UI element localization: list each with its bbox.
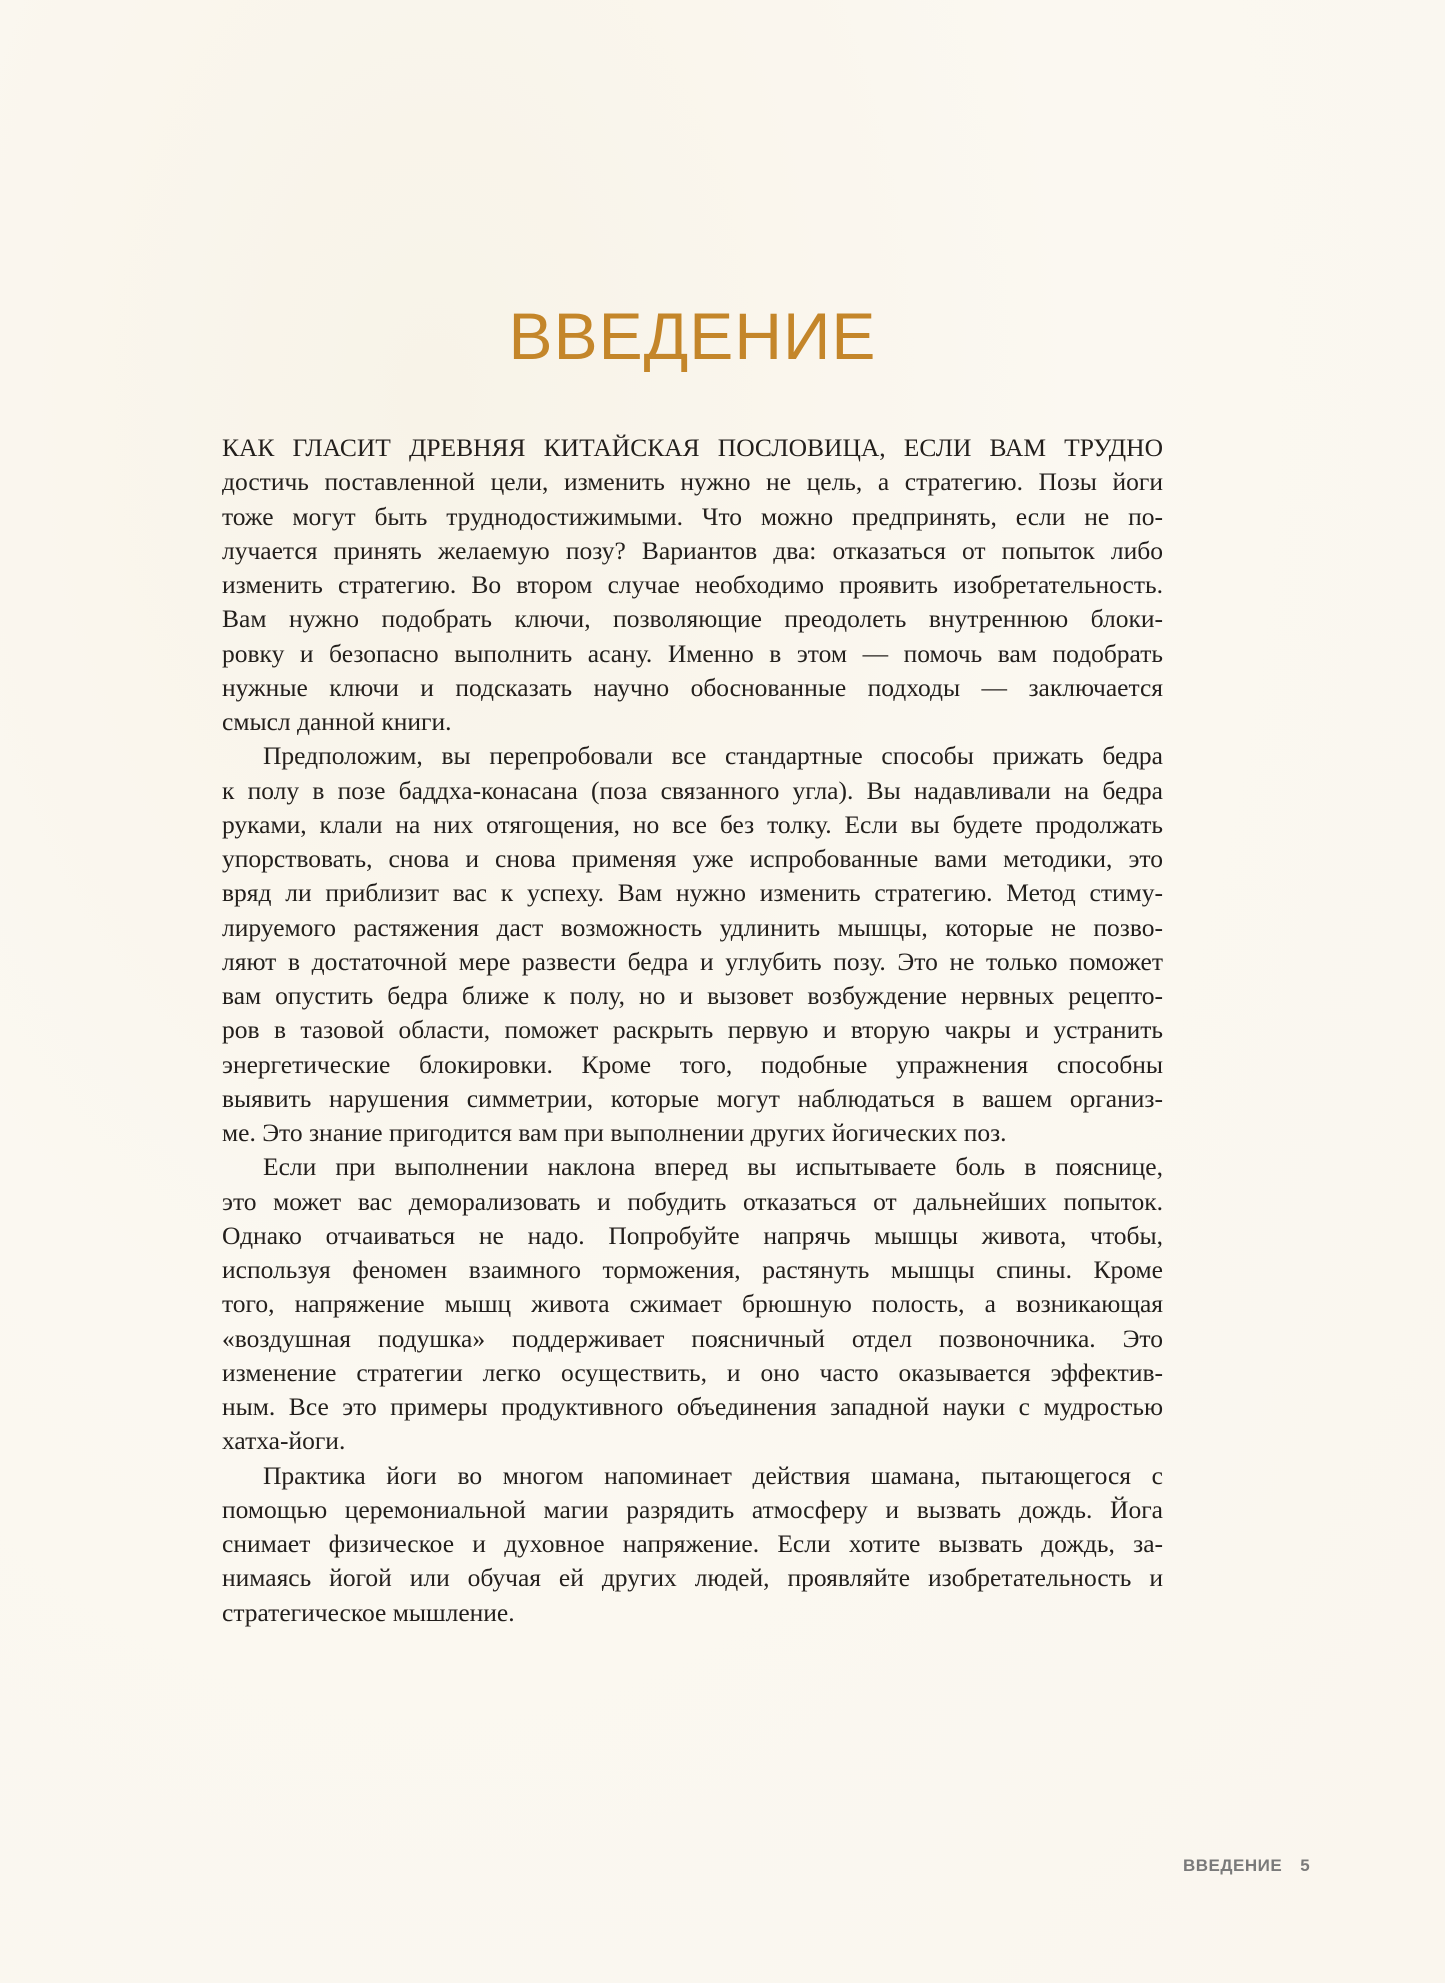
body-text (222, 431, 1163, 1630)
text-line: нужные ключи и подсказать научно обоснованные подходы — заключается (222, 672, 1163, 702)
text-line: упорствовать, снова и снова применяя уже испробованные вами методики, это (222, 844, 1163, 873)
paragraph (222, 1150, 1163, 1458)
text-line: выявить нарушения симметрии, которые могут наблюдаться в вашем организ- (222, 1083, 1163, 1113)
text-line: Практика йоги во многом напоминает действия шамана, пытающегося с (263, 1460, 1163, 1490)
text-line: Однако отчаиваться не надо. Попробуйте напрячь мышцы живота, чтобы, (222, 1220, 1163, 1250)
text-line: «воздушная подушка» поддерживает поясничный отдел позвоночника. Это (222, 1323, 1163, 1353)
paragraph (222, 739, 1163, 1150)
text-line: Вам нужно подобрать ключи, позволяющие преодолеть внутреннюю блоки- (222, 604, 1163, 634)
text-line: это может вас деморализовать и побудить отказаться от дальнейших попыток. (222, 1186, 1163, 1216)
text-line: стратегическое мышление. (222, 1597, 515, 1627)
text-line: тоже могут быть труднодостижимыми. Что можно предпринять, если не по- (222, 501, 1163, 531)
text-line: КАК ГЛАСИТ ДРЕВНЯЯ КИТАЙСКАЯ ПОСЛОВИЦА, ЕСЛИ ВАМ ТРУДНО (222, 433, 1163, 462)
paragraph (222, 1459, 1163, 1630)
text-line: лируемого растяжения даст возможность удлинить мышцы, которые не позво- (222, 912, 1163, 942)
text-line: снимает физическое и духовное напряжение. Если хотите вызвать дождь, за- (222, 1529, 1163, 1558)
text-line: вам опустить бедра ближе к полу, но и вызовет возбуждение нервных рецепто- (222, 981, 1163, 1010)
text-line: смысл данной книги. (222, 707, 452, 736)
text-line: энергетические блокировки. Кроме того, подобные упражнения способны (222, 1049, 1163, 1079)
text-line: помощью церемониальной магии разрядить атмосферу и вызвать дождь. Йога (222, 1494, 1163, 1524)
paragraph (222, 431, 1163, 739)
running-footer (1183, 1856, 1310, 1876)
text-line: ляют в достаточной мере развести бедра и углубить позу. Это не только поможет (222, 946, 1163, 976)
text-line: Предположим, вы перепробовали все стандартные способы прижать бедра (263, 741, 1163, 771)
text-line: достичь поставленной цели, изменить нужно не цель, а стратегию. Позы йоги (222, 467, 1163, 497)
text-line: ме. Это знание пригодится вам при выполнении других йогических поз. (222, 1118, 1007, 1147)
text-line: изменение стратегии легко осуществить, и оно часто оказывается эффектив- (222, 1357, 1163, 1387)
text-line: изменить стратегию. Во втором случае необходимо проявить изобретательность. (222, 570, 1163, 599)
text-line: вряд ли приблизит вас к успеху. Вам нужно изменить стратегию. Метод стиму- (222, 878, 1163, 908)
text-line: ным. Все это примеры продуктивного объединения западной науки с мудростью (222, 1392, 1163, 1421)
text-line: используя феномен взаимного торможения, растянуть мышцы спины. Кроме (222, 1255, 1163, 1284)
chapter-title: ВВЕДЕНИЕ (508, 299, 877, 373)
text-line: Если при выполнении наклона вперед вы испытываете боль в пояснице, (263, 1152, 1163, 1182)
footer-section-title: ВВЕДЕНИЕ (1183, 1856, 1283, 1875)
text-line: руками, клали на них отягощения, но все без толку. Если вы будете продолжать (222, 809, 1163, 839)
text-line: лучается принять желаемую позу? Вариантов два: отказаться от попыток либо (222, 535, 1163, 565)
text-line: ровку и безопасно выполнить асану. Именно в этом — помочь вам подобрать (222, 638, 1163, 668)
text-line: ров в тазовой области, поможет раскрыть первую и вторую чакры и устранить (222, 1015, 1163, 1045)
text-line: того, напряжение мышц живота сжимает брюшную полость, а возникающая (222, 1289, 1163, 1319)
page-number: 5 (1300, 1856, 1311, 1875)
text-line: к полу в позе баддха-конасана (поза связанного угла). Вы надавливали на бедра (222, 775, 1163, 805)
text-line: хатха-йоги. (222, 1426, 346, 1456)
text-line: нимаясь йогой или обучая ей других людей, проявляйте изобретательность и (222, 1563, 1163, 1593)
